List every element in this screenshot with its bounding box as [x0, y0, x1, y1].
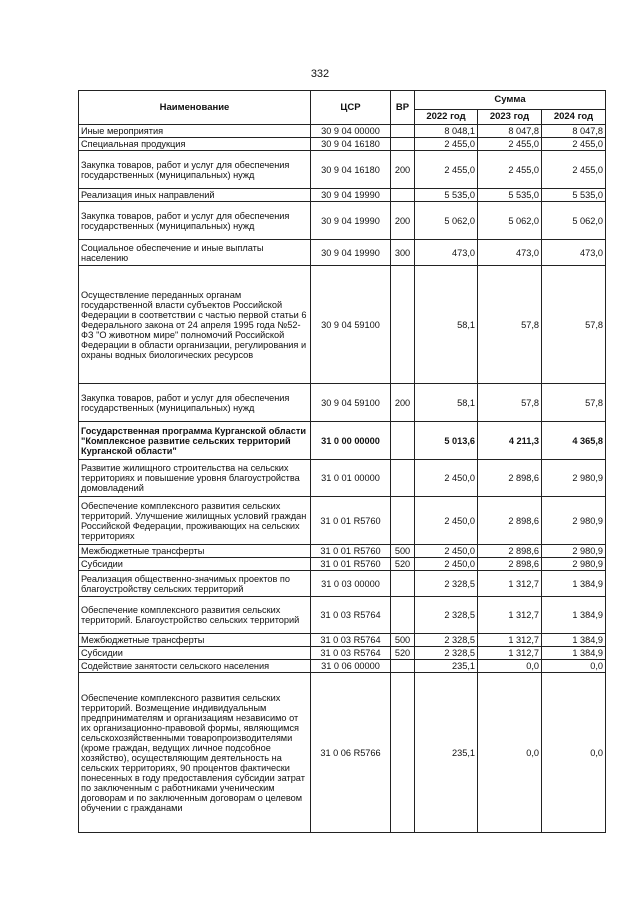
- row-name: Развитие жилищного строительства на сельских территориях и повышение уровня благоустройства домовладений: [79, 460, 311, 497]
- row-value-2024: 1 384,9: [542, 571, 606, 597]
- row-value-2024: 4 365,8: [542, 422, 606, 460]
- table-row: [79, 660, 606, 673]
- row-value-2022: 2 450,0: [415, 558, 478, 571]
- row-name: Реализация иных направлений: [79, 189, 311, 202]
- row-value-2023: 4 211,3: [478, 422, 542, 460]
- row-value-2024: 1 384,9: [542, 647, 606, 660]
- row-vr: 520: [391, 558, 415, 571]
- row-csr: 30 9 04 59100: [311, 266, 391, 384]
- table-row: [79, 545, 606, 558]
- row-csr: 30 9 04 19990: [311, 240, 391, 266]
- row-csr: 31 0 01 00000: [311, 460, 391, 497]
- row-vr: 500: [391, 545, 415, 558]
- row-value-2024: 2 455,0: [542, 151, 606, 189]
- row-csr: 30 9 04 00000: [311, 125, 391, 138]
- table-row: [79, 673, 606, 833]
- row-vr: [391, 189, 415, 202]
- row-value-2023: 2 455,0: [478, 138, 542, 151]
- row-value-2024: 5 535,0: [542, 189, 606, 202]
- row-name: Осуществление переданных органам государственной власти субъектов Российской Федерации в соответствии с частью первой статьи 6 Федерального закона от 24 апреля 1995 года №52-ФЗ "О животном мире" полномочий Российской Федерации в области организации, регулирования и охраны водных биологических ресурсов: [79, 266, 311, 384]
- row-name: Межбюджетные трансферты: [79, 545, 311, 558]
- row-value-2024: 1 384,9: [542, 634, 606, 647]
- row-name: Обеспечение комплексного развития сельских территорий. Возмещение индивидуальным предпринимателям и организациям независимо от их организационно-правовой формы, являющимся сельскохозяйственными товаропроизводителями (кроме граждан, ведущих личное подсобное хозяйство), осуществляющим деятельность на сельских территориях, 90 процентов фактически понесенных в году предоставления субсидии затрат по заключенным с работниками ученическим договорам и по заключенным договорам о целевом обучении с гражданами: [79, 673, 311, 833]
- row-value-2024: 2 980,9: [542, 497, 606, 545]
- row-value-2023: 5 062,0: [478, 202, 542, 240]
- row-value-2024: 2 980,9: [542, 460, 606, 497]
- row-name: Закупка товаров, работ и услуг для обеспечения государственных (муниципальных) нужд: [79, 202, 311, 240]
- row-value-2023: 5 535,0: [478, 189, 542, 202]
- row-name: Обеспечение комплексного развития сельских территорий. Улучшение жилищных условий граждан Российской Федерации, проживающих на сельских территориях: [79, 497, 311, 545]
- table-row: [79, 125, 606, 138]
- table-row: [79, 422, 606, 460]
- row-name: Реализация общественно-значимых проектов по благоустройству сельских территорий: [79, 571, 311, 597]
- row-value-2022: 2 328,5: [415, 571, 478, 597]
- row-csr: 31 0 01 R5760: [311, 545, 391, 558]
- row-value-2023: 2 898,6: [478, 460, 542, 497]
- row-csr: 30 9 04 19990: [311, 189, 391, 202]
- row-value-2024: 1 384,9: [542, 597, 606, 634]
- row-name: Обеспечение комплексного развития сельских территорий. Благоустройство сельских территорий: [79, 597, 311, 634]
- row-name: Субсидии: [79, 647, 311, 660]
- row-name: Субсидии: [79, 558, 311, 571]
- row-vr: 200: [391, 384, 415, 422]
- row-value-2023: 8 047,8: [478, 125, 542, 138]
- row-vr: [391, 571, 415, 597]
- row-name: Социальное обеспечение и иные выплаты населению: [79, 240, 311, 266]
- row-value-2024: 57,8: [542, 266, 606, 384]
- row-vr: 300: [391, 240, 415, 266]
- table-row: [79, 597, 606, 634]
- row-name: Закупка товаров, работ и услуг для обеспечения государственных (муниципальных) нужд: [79, 384, 311, 422]
- row-vr: 520: [391, 647, 415, 660]
- row-vr: 200: [391, 202, 415, 240]
- row-value-2022: 2 455,0: [415, 138, 478, 151]
- budget-table: [78, 90, 606, 833]
- row-value-2024: 473,0: [542, 240, 606, 266]
- row-value-2024: 2 455,0: [542, 138, 606, 151]
- row-vr: [391, 660, 415, 673]
- table-row: [79, 497, 606, 545]
- header-name: Наименование: [79, 91, 311, 125]
- row-csr: 31 0 06 R5766: [311, 673, 391, 833]
- table-row: [79, 189, 606, 202]
- row-value-2022: 5 013,6: [415, 422, 478, 460]
- row-value-2024: 57,8: [542, 384, 606, 422]
- table-row: [79, 151, 606, 189]
- page-number: 332: [310, 68, 330, 80]
- row-value-2023: 57,8: [478, 384, 542, 422]
- header-vr: ВР: [391, 91, 415, 125]
- row-vr: [391, 460, 415, 497]
- row-value-2022: 58,1: [415, 384, 478, 422]
- row-value-2023: 2 455,0: [478, 151, 542, 189]
- row-vr: [391, 138, 415, 151]
- header-year-2024: 2024 год: [542, 110, 606, 125]
- row-value-2022: 2 450,0: [415, 545, 478, 558]
- row-vr: [391, 422, 415, 460]
- row-name: Государственная программа Курганской области "Комплексное развитие сельских территорий Курганской области": [79, 422, 311, 460]
- row-value-2024: 5 062,0: [542, 202, 606, 240]
- row-value-2024: 2 980,9: [542, 545, 606, 558]
- row-csr: 30 9 04 16180: [311, 151, 391, 189]
- row-value-2024: 2 980,9: [542, 558, 606, 571]
- row-value-2023: 1 312,7: [478, 634, 542, 647]
- row-vr: 200: [391, 151, 415, 189]
- row-value-2022: 235,1: [415, 660, 478, 673]
- table-row: [79, 647, 606, 660]
- table-row: [79, 266, 606, 384]
- row-value-2022: 2 455,0: [415, 151, 478, 189]
- row-value-2024: 8 047,8: [542, 125, 606, 138]
- row-value-2022: 58,1: [415, 266, 478, 384]
- row-csr: 31 0 01 R5760: [311, 497, 391, 545]
- row-vr: [391, 497, 415, 545]
- row-csr: 31 0 03 R5764: [311, 647, 391, 660]
- row-value-2022: 8 048,1: [415, 125, 478, 138]
- row-value-2023: 0,0: [478, 660, 542, 673]
- row-name: Закупка товаров, работ и услуг для обеспечения государственных (муниципальных) нужд: [79, 151, 311, 189]
- row-name: Содействие занятости сельского населения: [79, 660, 311, 673]
- row-value-2023: 1 312,7: [478, 597, 542, 634]
- row-value-2023: 2 898,6: [478, 545, 542, 558]
- table-row: [79, 202, 606, 240]
- row-csr: 31 0 01 R5760: [311, 558, 391, 571]
- row-name: Межбюджетные трансферты: [79, 634, 311, 647]
- row-csr: 30 9 04 19990: [311, 202, 391, 240]
- row-value-2024: 0,0: [542, 673, 606, 833]
- table-row: [79, 460, 606, 497]
- table-row: [79, 634, 606, 647]
- header-year-2022: 2022 год: [415, 110, 478, 125]
- row-value-2024: 0,0: [542, 660, 606, 673]
- row-value-2023: 0,0: [478, 673, 542, 833]
- row-value-2022: 2 450,0: [415, 497, 478, 545]
- header-csr: ЦСР: [311, 91, 391, 125]
- table-row: [79, 138, 606, 151]
- row-value-2022: 2 328,5: [415, 597, 478, 634]
- row-value-2022: 5 062,0: [415, 202, 478, 240]
- row-value-2022: 235,1: [415, 673, 478, 833]
- row-value-2022: 2 328,5: [415, 647, 478, 660]
- row-csr: 31 0 03 00000: [311, 571, 391, 597]
- row-vr: [391, 125, 415, 138]
- row-value-2022: 473,0: [415, 240, 478, 266]
- row-csr: 31 0 03 R5764: [311, 634, 391, 647]
- row-vr: [391, 597, 415, 634]
- table-row: [79, 240, 606, 266]
- header-year-2023: 2023 год: [478, 110, 542, 125]
- row-name: Иные мероприятия: [79, 125, 311, 138]
- row-value-2022: 2 450,0: [415, 460, 478, 497]
- row-value-2023: 57,8: [478, 266, 542, 384]
- row-csr: 30 9 04 59100: [311, 384, 391, 422]
- row-csr: 31 0 00 00000: [311, 422, 391, 460]
- row-csr: 31 0 06 00000: [311, 660, 391, 673]
- row-value-2023: 1 312,7: [478, 647, 542, 660]
- row-value-2022: 2 328,5: [415, 634, 478, 647]
- row-value-2023: 1 312,7: [478, 571, 542, 597]
- table-row: [79, 571, 606, 597]
- row-value-2022: 5 535,0: [415, 189, 478, 202]
- row-csr: 31 0 03 R5764: [311, 597, 391, 634]
- row-vr: 500: [391, 634, 415, 647]
- row-value-2023: 2 898,6: [478, 558, 542, 571]
- table-row: [79, 384, 606, 422]
- row-value-2023: 473,0: [478, 240, 542, 266]
- row-name: Специальная продукция: [79, 138, 311, 151]
- header-sum: Сумма: [415, 91, 606, 110]
- row-value-2023: 2 898,6: [478, 497, 542, 545]
- row-vr: [391, 673, 415, 833]
- row-vr: [391, 266, 415, 384]
- table-row: [79, 558, 606, 571]
- row-csr: 30 9 04 16180: [311, 138, 391, 151]
